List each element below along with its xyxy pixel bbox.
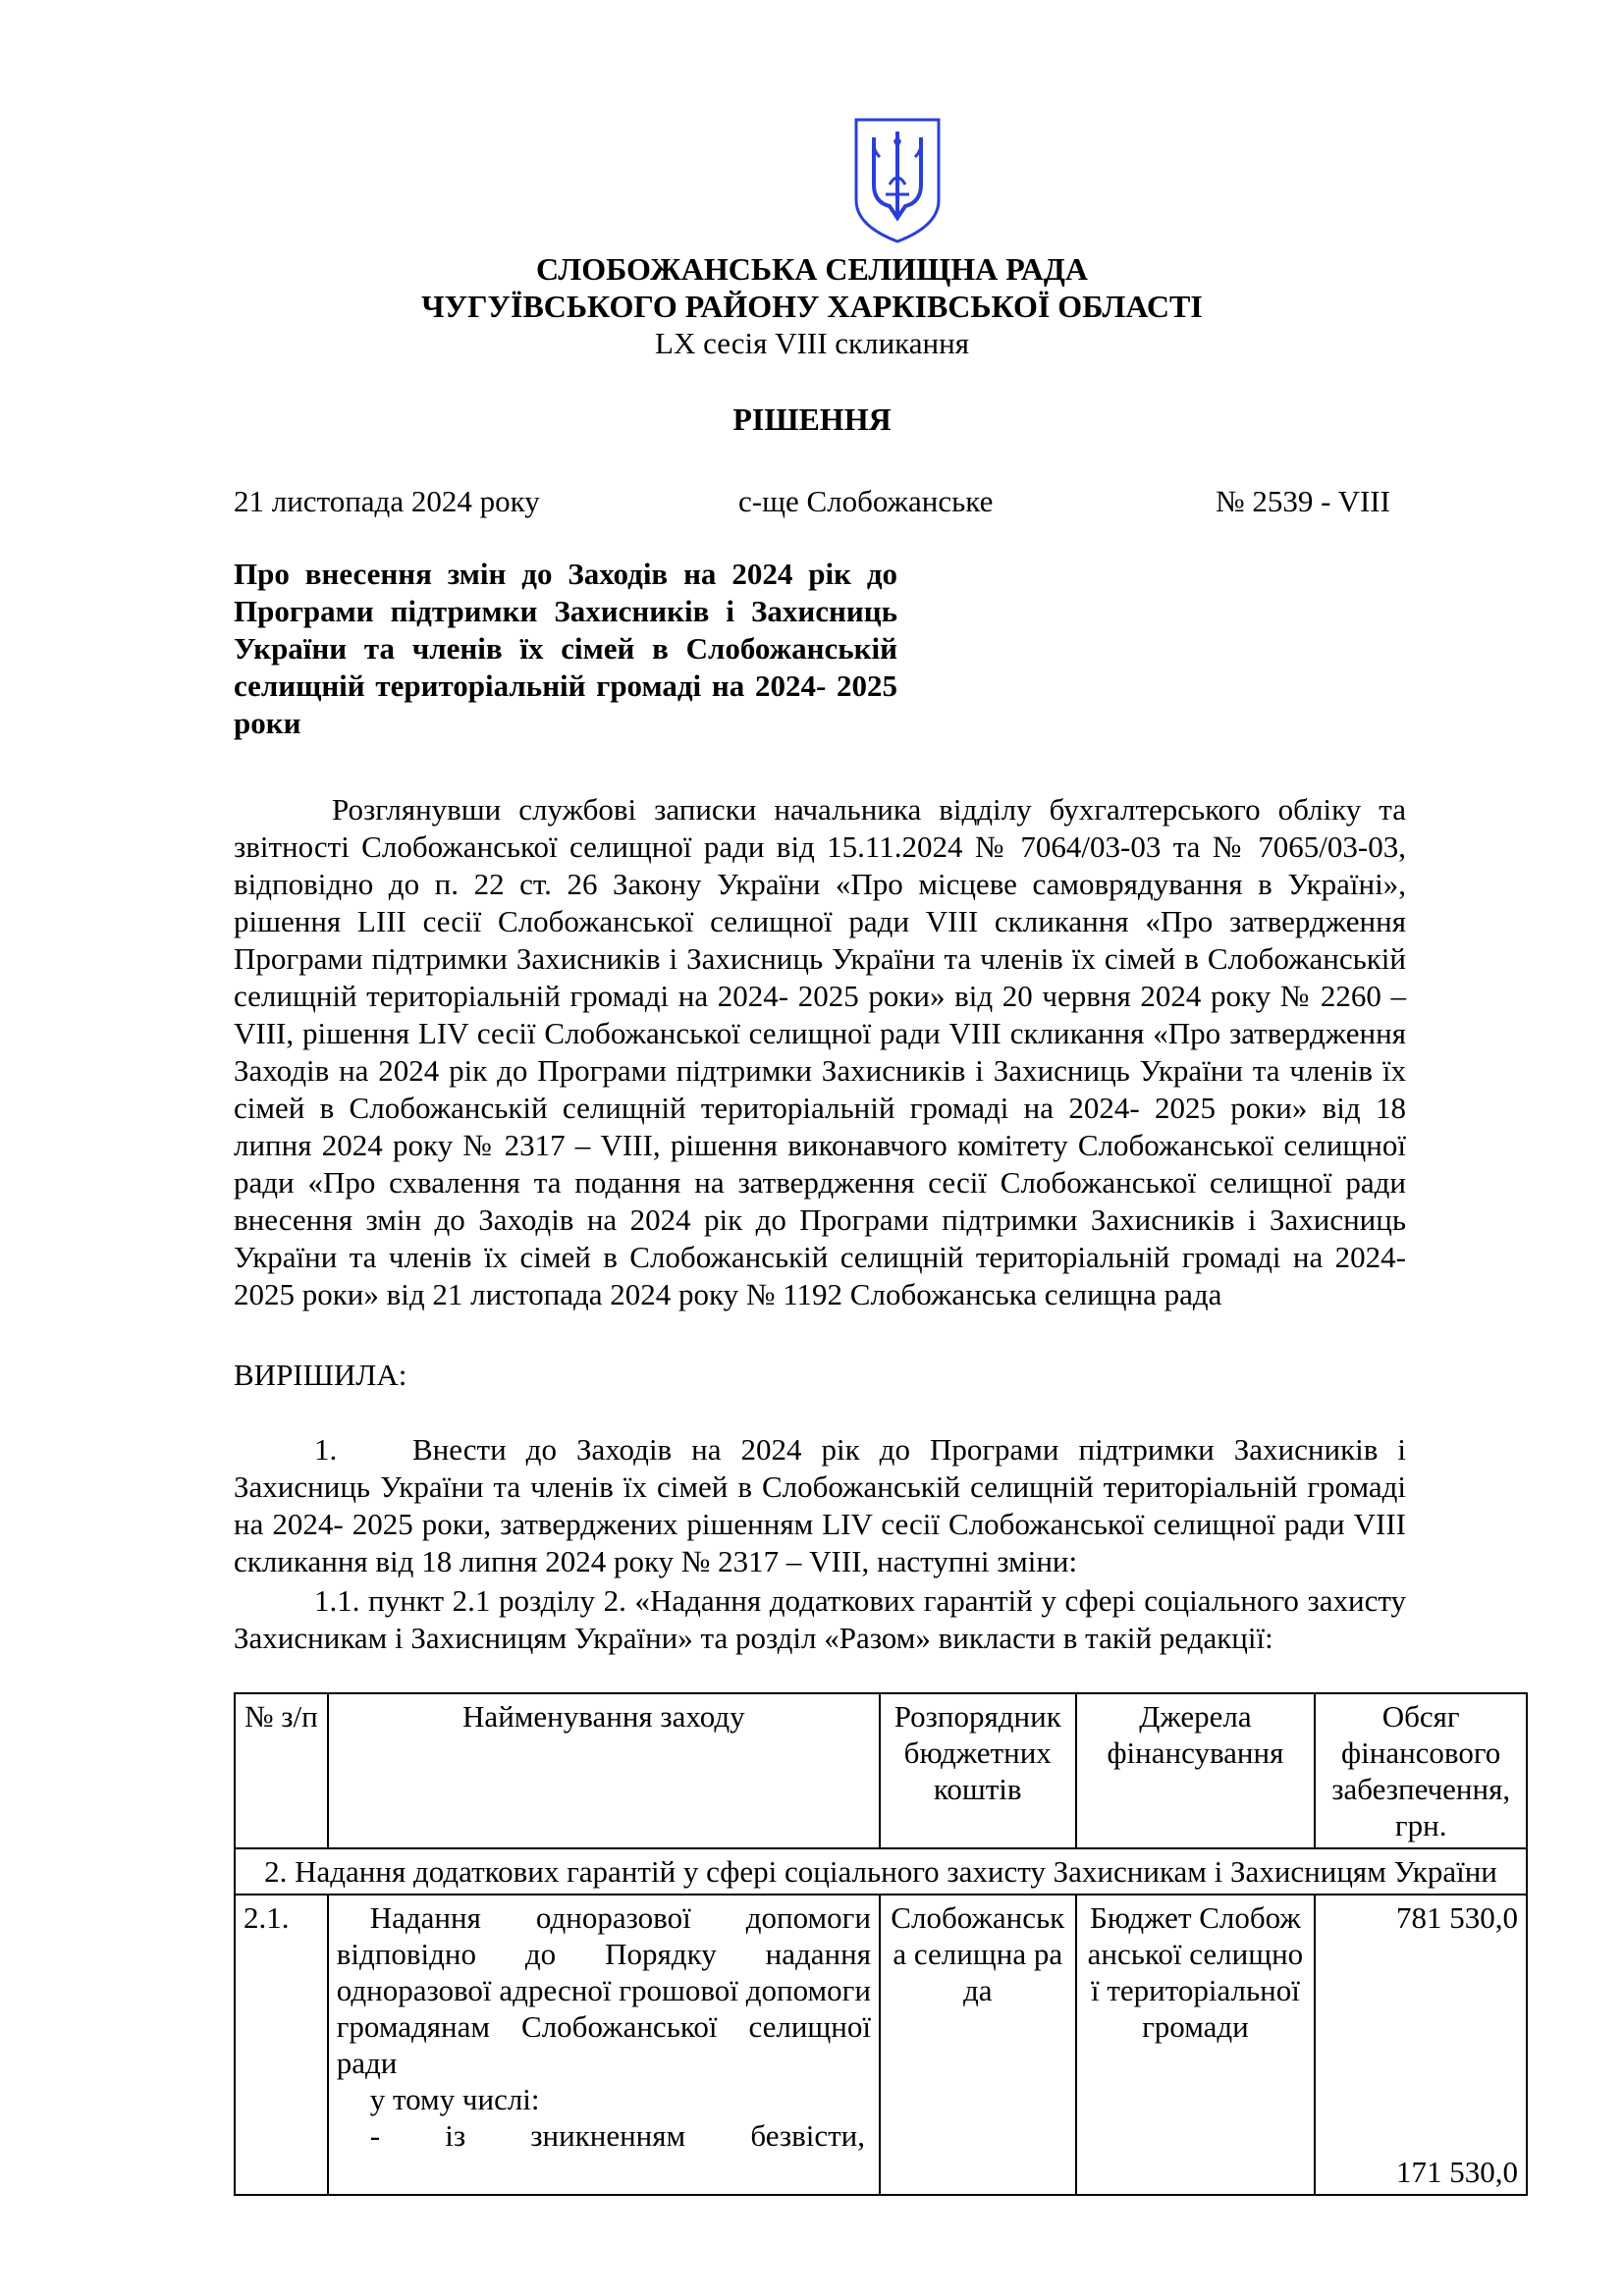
row-sub-dash: - [369, 2118, 381, 2153]
row-sub-item [337, 2117, 871, 2154]
clause-1-1: 1.1. пункт 2.1 розділу 2. «Надання додаткових гарантій у сфері соціального захисту Захисникам і Захисницям України» та розділ «Разом» викласти в такій редакції: [234, 1583, 1406, 1655]
row-sub-word2: зникненням [530, 2118, 686, 2153]
row-sub-word1: із [445, 2118, 466, 2153]
header-disposer: Розпорядник бюджетних коштів [880, 1693, 1076, 1848]
row-source: Бюджет Слобожанської селищної територіальної громади [1076, 1895, 1316, 2195]
row-num: 2.1. [235, 1895, 328, 2195]
decision-subject: Про внесення змін до Заходів на 2024 рік до Програми підтримки Захисників і Захисниць України та членів їх сімей в Слобожанській селищній територіальній громаді на 2024- 2025 роки [234, 557, 897, 740]
header-name: Найменування заходу [328, 1693, 880, 1848]
header-volume: Обсяг фінансового забезпечення, грн. [1315, 1693, 1527, 1848]
section-title: 2. Надання додаткових гарантій у сфері соціального захисту Захисникам і Захисницям України [235, 1848, 1527, 1895]
row-volume-sub: 171 530,0 [1396, 2155, 1518, 2189]
clause-1 [234, 1431, 1406, 1580]
row-volume-cell [1315, 1895, 1527, 2195]
row-including: у тому числі: [369, 2082, 540, 2116]
org-name-line2: ЧУГУЇВСЬКОГО РАЙОНУ ХАРКІВСЬКОЇ ОБЛАСТІ [421, 289, 1203, 324]
table-section-row [235, 1848, 1527, 1895]
table-row [235, 1895, 1527, 2195]
row-name-cell [328, 1895, 880, 2195]
measures-table [234, 1692, 1528, 2196]
row-name: Надання одноразової допомоги відповідно до Порядку надання одноразової адресної грошової допомоги громадянам Слобожанської селищної ради [336, 1900, 871, 2080]
preamble-paragraph: Розглянувши службові записки начальника відділу бухгалтерського обліку та звітності Слобожанської селищної ради від 15.11.2024 № 7064/03-03 та № 7065/03-03, відповідно до п. 22 ст. 26 Закону України «Про місцеве самоврядування в Україні», рішення LIII сесії Слобожанської селищної ради VIII скликання «Про затвердження Програми підтримки Захисників і Захисниць України та членів їх сімей в Слобожанській селищній територіальній громаді на 2024- 2025 роки» від 20 червня 2024 року № 2260 – VIII, рішення LIV сесії Слобожанської селищної ради VIII скликання «Про затвердження Заходів на 2024 рік до Програми підтримки Захисників і Захисниць України та членів їх сімей в Слобожанській селищній територіальній громаді на 2024- 2025 роки» від 18 липня 2024 року № 2317 – VIII, рішення виконавчого комітету Слобожанської селищної ради «Про схвалення та подання на затвердження сесії Слобожанської селищної ради внесення змін до Заходів на 2024 рік до Програми підтримки Захисників і Захисниць України та членів їх сімей в Слобожанській селищній територіальній громаді на 2024- 2025 роки» від 21 листопада 2024 року № 1192 Слобожанська селищна рада [234, 792, 1406, 1311]
document-header [0, 250, 1624, 362]
coat-of-arms-icon [850, 116, 945, 245]
table-header-row [235, 1693, 1527, 1848]
decision-date: 21 листопада 2024 року [234, 484, 540, 518]
clause-1-text: Внести до Заходів на 2024 рік до Програми підтримки Захисників і Захисниць України та членів їх сімей в Слобожанській селищній територіальній громаді на 2024- 2025 роки, затверджених рішенням LIV сесії Слобожанської селищної ради VIII скликання від 18 липня 2024 року № 2317 – VIII, наступні зміни: [234, 1432, 1406, 1578]
clause-1-number: 1. [314, 1432, 338, 1467]
decision-place: с-ще Слобожанське [738, 484, 994, 518]
org-name-line1: СЛОБОЖАНСЬКА СЕЛИЩНА РАДА [536, 251, 1088, 287]
header-source: Джерела фінансування [1076, 1693, 1316, 1848]
row-disposer: Слобожанська селищна рада [880, 1895, 1076, 2195]
document-type-title: РІШЕННЯ [732, 401, 892, 437]
decision-number: № 2539 - VIII [1216, 484, 1390, 518]
document-meta [234, 483, 1412, 522]
header-num: № з/п [235, 1693, 328, 1848]
session-line: LX сесія VIII скликання [655, 326, 969, 360]
row-sub-word3: безвісти, [750, 2118, 865, 2153]
row-volume-spacer [1324, 1936, 1518, 2154]
row-volume-total: 781 530,0 [1396, 1900, 1518, 1935]
resolved-heading: ВИРІШИЛА: [234, 1358, 407, 1392]
